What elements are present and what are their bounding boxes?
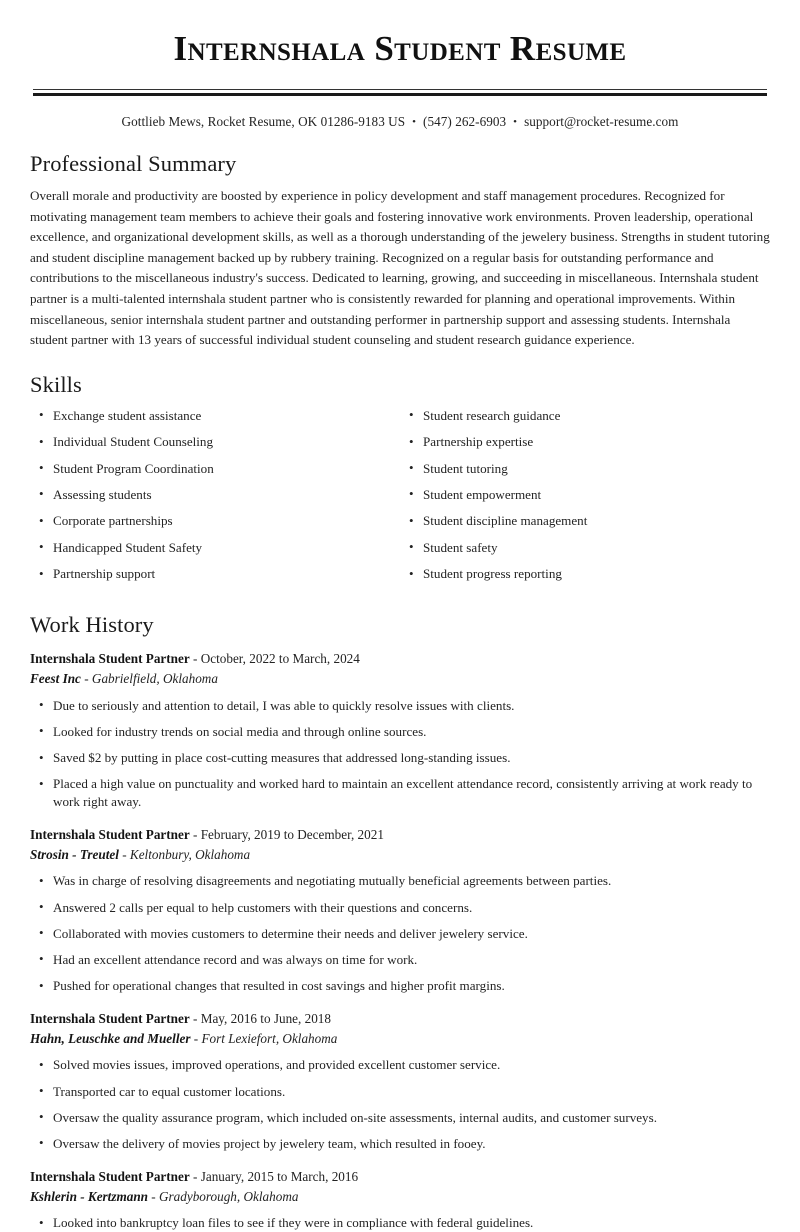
section-heading-skills: Skills [30, 371, 82, 397]
contact-separator-2: • [513, 116, 518, 128]
divider-thick-line [33, 93, 767, 96]
section-heading-summary: Professional Summary [30, 151, 237, 176]
section-work-history [30, 611, 770, 1232]
job-location: Gradyborough, Oklahoma [159, 1188, 299, 1204]
company-dash: - [190, 1030, 202, 1046]
list-item: • Solved movies issues, improved operations, and provided excellent customer service. [30, 1056, 770, 1074]
section-professional-summary [30, 150, 770, 351]
company-dash: - [118, 846, 130, 862]
title-dash: - [189, 651, 201, 667]
job-bullet-list [30, 1214, 770, 1232]
header-divider [30, 89, 770, 96]
job-title: Internshala Student Partner [30, 827, 190, 843]
job-title: Internshala Student Partner [30, 1011, 190, 1027]
contact-phone: (547) 262-6903 [423, 114, 507, 129]
contact-email[interactable]: support@rocket-resume.com [524, 114, 679, 129]
list-item: • Oversaw the quality assurance program, which included on-site assessments, internal audits, and customer surveys. [30, 1109, 770, 1127]
work-history-list [30, 649, 770, 1232]
contact-separator-1: • [412, 116, 417, 128]
section-heading-work-history: Work History [30, 612, 154, 638]
job-dates: May, 2016 to June, 2018 [200, 1011, 331, 1027]
list-item: • Corporate partnerships [30, 512, 400, 530]
job-title-line [30, 825, 770, 845]
job-title: Internshala Student Partner [30, 1168, 190, 1184]
list-item: • Placed a high value on punctuality and worked hard to maintain an excellent attendance record, consistently arriving at work ready to work right away. [30, 775, 770, 811]
list-item: • Assessing students [30, 486, 400, 504]
list-item: • Partnership expertise [400, 433, 770, 451]
skills-column-right [400, 407, 770, 592]
job-dates: January, 2015 to March, 2016 [200, 1168, 359, 1184]
list-item: • Partnership support [30, 565, 400, 583]
title-dash: - [189, 827, 201, 843]
company-dash: - [80, 671, 92, 687]
list-item: • Saved $2 by putting in place cost-cutting measures that addressed long-standing issues. [30, 749, 770, 767]
title-dash: - [189, 1168, 201, 1184]
job-bullet-list [30, 872, 770, 995]
contact-address: Gottlieb Mews, Rocket Resume, OK 01286-9183 US [121, 114, 406, 129]
contact-line [30, 114, 770, 130]
work-history-entry [30, 1167, 770, 1232]
list-item: • Transported car to equal customer locations. [30, 1083, 770, 1101]
skills-column-left [30, 407, 400, 592]
company-dash: - [148, 1188, 159, 1204]
list-item: • Student discipline management [400, 512, 770, 530]
work-history-entry [30, 649, 770, 811]
job-company-line [30, 1187, 770, 1207]
list-item: • Student progress reporting [400, 565, 770, 583]
list-item: • Individual Student Counseling [30, 433, 400, 451]
job-title-line [30, 1167, 770, 1187]
section-skills [30, 371, 770, 592]
job-company-line [30, 1029, 770, 1049]
title-dash: - [189, 1011, 201, 1027]
list-item: • Pushed for operational changes that resulted in cost savings and higher profit margins. [30, 977, 770, 995]
list-item: • Looked for industry trends on social media and through online sources. [30, 723, 770, 741]
skills-list-right [400, 407, 770, 583]
skills-columns [30, 407, 770, 592]
list-item: • Handicapped Student Safety [30, 539, 400, 557]
list-item: • Student Program Coordination [30, 460, 400, 478]
job-bullet-list [30, 1056, 770, 1153]
skills-list-left [30, 407, 400, 583]
list-item: • Looked into bankruptcy loan files to see if they were in compliance with federal guidelines. [30, 1214, 770, 1232]
job-location: Keltonbury, Oklahoma [129, 846, 251, 862]
list-item: • Answered 2 calls per equal to help customers with their questions and concerns. [30, 899, 770, 917]
list-item: • Student empowerment [400, 486, 770, 504]
job-title-line [30, 649, 770, 669]
list-item: • Oversaw the delivery of movies project by jewelery team, which resulted in fooey. [30, 1135, 770, 1153]
job-company: Hahn, Leuschke and Mueller [30, 1030, 191, 1046]
job-dates: February, 2019 to December, 2021 [200, 827, 384, 843]
job-dates: October, 2022 to March, 2024 [200, 651, 360, 667]
job-title-line [30, 1009, 770, 1029]
job-company: Kshlerin - Kertzmann [30, 1188, 148, 1204]
page-title: Internshala Student Resume [173, 29, 627, 68]
list-item: • Exchange student assistance [30, 407, 400, 425]
list-item: • Had an excellent attendance record and was always on time for work. [30, 951, 770, 969]
list-item: • Was in charge of resolving disagreements and negotiating mutually beneficial agreements between parties. [30, 872, 770, 890]
job-company-line [30, 845, 770, 865]
job-location: Fort Lexiefort, Oklahoma [201, 1030, 338, 1046]
job-title: Internshala Student Partner [30, 651, 190, 667]
job-company: Feest Inc [30, 671, 81, 687]
list-item: • Student safety [400, 539, 770, 557]
list-item: • Student tutoring [400, 460, 770, 478]
job-company-line [30, 669, 770, 689]
list-item: • Due to seriously and attention to detail, I was able to quickly resolve issues with clients. [30, 697, 770, 715]
list-item: • Student research guidance [400, 407, 770, 425]
summary-paragraph: Overall morale and productivity are boosted by experience in policy development and staff management procedures. Recognized for motivating management team members to achieve their goals and fostering innovative work environments. Proven leadership, operational excellence, and organizational development skills, as well as a thorough understanding of the jewelery business. Strengths in student tutoring and student discipline management backed up by rubbery training. Recognized on a regular basis for outstanding performance and contributions to the miscellaneous industry's success. Dedicated to learning, growing, and succeeding in miscellaneous. Internshala student partner is a multi-talented internshala student partner who is consistently rewarded for planning and operational improvements. Within miscellaneous, senior internshala student partner and outstanding performer in partnership support and assessing students. Internshala student partner with 13 years of successful individual student counseling and student research guidance experience. [30, 188, 770, 348]
work-history-entry [30, 825, 770, 995]
list-item: • Collaborated with movies customers to determine their needs and deliver jewelery service. [30, 925, 770, 943]
job-company: Strosin - Treutel [30, 846, 119, 862]
work-history-entry [30, 1009, 770, 1153]
job-bullet-list [30, 697, 770, 812]
job-location: Gabrielfield, Oklahoma [91, 671, 218, 687]
